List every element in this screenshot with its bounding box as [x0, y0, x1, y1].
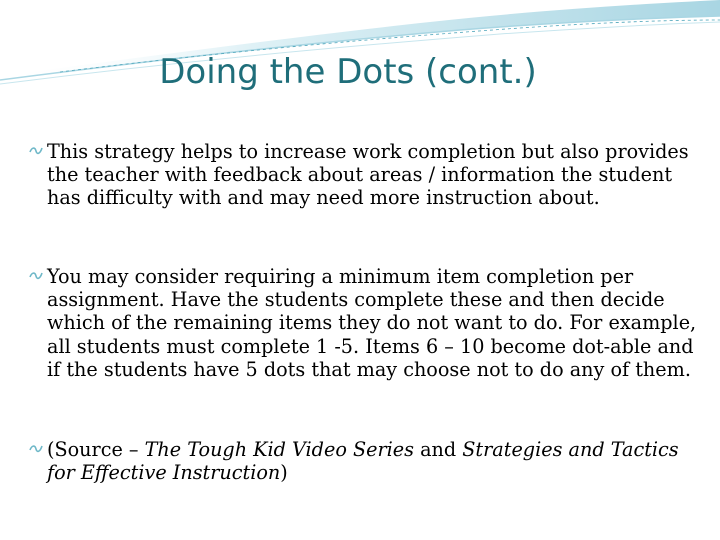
bullet-item [47, 140, 697, 210]
slide-title: Doing the Dots (cont.) [159, 52, 537, 92]
source-suffix: ) [280, 461, 288, 485]
source-title-video-series: The Tough Kid Video Series [144, 438, 414, 461]
source-title-strategies: Strategies and Tactics for Effective Instruction [47, 438, 679, 485]
bullet-text: You may consider requiring a minimum item completion per assignment. Have the students complete these and then decide which of the remaining items they do not want to do. For example, all students must complete 1 -5. Items 6 – 10 become dot-able and if the students have 5 dots that may choose not to do any of them. [47, 265, 697, 381]
bullet-text: This strategy helps to increase work completion but also provides the teacher with feedback about areas / information the student has difficulty with and may need more instruction about. [47, 140, 689, 210]
wave-bullet-icon [29, 143, 43, 157]
wave-bullet-icon [29, 268, 43, 282]
wave-bullet-icon [29, 441, 43, 455]
source-prefix: (Source – [47, 438, 145, 461]
bullet-item [47, 265, 697, 381]
source-connector: and [413, 438, 463, 461]
bullet-item [47, 438, 697, 484]
